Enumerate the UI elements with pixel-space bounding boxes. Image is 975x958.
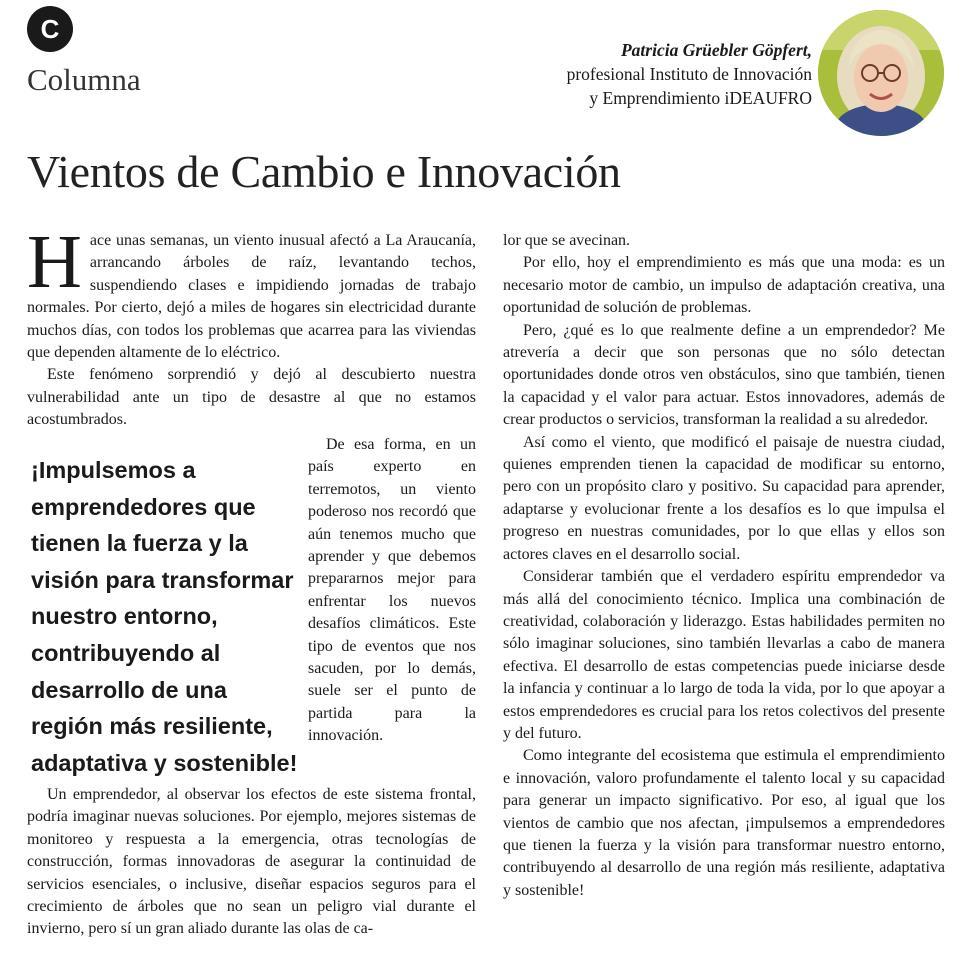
author-portrait-icon <box>818 10 944 136</box>
paragraph-7: Así como el viento, que modificó el paisaje de nuestra ciudad, quienes emprenden tienen la capacidad de modificar su entorno, pero con un propósito claro y positivo. Su capacidad para aprender, adaptarse y evolucionar frente a los desafíos es lo que impulsa el progreso en nuestras comunidades, por lo que ellas y ellos son actores claves en el desarrollo social. <box>503 433 945 563</box>
column-badge: C <box>27 6 73 52</box>
author-name: Patricia Grüebler Göpfert, <box>620 40 812 60</box>
article-column-left-top <box>27 220 476 432</box>
paragraph-6: Pero, ¿qué es lo que realmente define a un emprendedor? Me atrevería a decir que son personas que no sólo detectan oportunidades donde otros ven obstáculos, sino que también, tienen la capacidad y el valor para actuar. Estos innovadores, además de crear productos o servicios, transforman la realidad a su alrededor. <box>503 321 945 429</box>
article-column-right <box>503 230 945 902</box>
author-photo <box>818 10 944 136</box>
author-role-line1: profesional Instituto de Innovación <box>566 64 812 84</box>
paragraph-3: De esa forma, en un país experto en terremotos, un viento poderoso nos recordó que aún tenemos mucho que aprender y que debemos prepararnos mejor para enfrentar los nuevos desafíos climáticos. Este tipo de eventos que nos sacuden, por lo demás, suele ser el punto de partida para la innovación. <box>308 436 476 745</box>
paragraph-2: Este fenómeno sorprendió y dejó al descubierto nuestra vulnerabilidad ante un tipo de desastre al que no estamos acostumbrados. <box>27 366 476 429</box>
article-title: Vientos de Cambio e Innovación <box>27 146 621 197</box>
paragraph-intro <box>27 220 476 364</box>
pull-quote: ¡Impulsemos a emprendedores que tienen la fuerza y la visión para transformar nuestro entorno, contribuyendo al desarrollo de una región más resiliente, adaptativa y sostenible! <box>31 457 298 776</box>
paragraph-5: Por ello, hoy el emprendimiento es más que una moda: es un necesario motor de cambio, un impulso de adaptación creativa, una oportunidad de solución de problemas. <box>503 254 945 317</box>
section-label: Columna <box>27 62 141 97</box>
paragraph-intro-text: ace unas semanas, un viento inusual afectó a La Araucanía, arrancando árboles de raíz, levantando techos, suspendiendo clases e impidiendo jornadas de trabajo normales. Por cierto, dejó a miles de hogares sin electricidad durante muchos días, con todos los problemas que acarrea para las viviendas que dependen altamente de lo eléctrico. <box>27 232 476 362</box>
paragraph-4-continued: lor que se avecinan. <box>503 232 631 249</box>
article-column-middle <box>308 434 476 748</box>
paragraph-4: Un emprendedor, al observar los efectos de este sistema frontal, podría imaginar nuevas soluciones. Por ejemplo, mejores sistemas de monitoreo y respuesta a la emergencia, otras tecnologías de construcción, formas innovadoras de asegurar la continuidad de servicios esenciales, o inclusive, diseñar espacios seguros para el crecimiento de árboles que no sean un peligro vial durante el invierno, pero sí un gran aliado durante las olas de ca- <box>27 786 476 938</box>
drop-cap: H <box>27 220 82 304</box>
author-role-line2: y Emprendimiento iDEAUFRO <box>589 88 812 108</box>
paragraph-8: Considerar también que el verdadero espíritu emprendedor va más allá del conocimiento técnico. Implica una combinación de creatividad, colaboración y liderazgo. Estas habilidades permiten no sólo imaginar soluciones, sino también llevarlas a cabo de manera efectiva. El desarrollo de estas competencias puede iniciarse desde la infancia y continuar a lo largo de toda la vida, por lo que apoyar a estos emprendedores es crucial para los retos colectivos del presente y del futuro. <box>503 568 945 742</box>
author-byline <box>567 38 812 110</box>
article-column-left-bottom <box>27 784 476 941</box>
paragraph-9: Como integrante del ecosistema que estimula el emprendimiento e innovación, valoro profundamente el talento local y su capacidad para generar un impacto significativo. Por eso, al igual que los vientos de cambio que nos afectan, ¡impulsemos a emprendedores que tienen la fuerza y la visión para transformar nuestro entorno, contribuyendo al desarrollo de una región más resiliente, adaptativa y sostenible! <box>503 747 945 899</box>
